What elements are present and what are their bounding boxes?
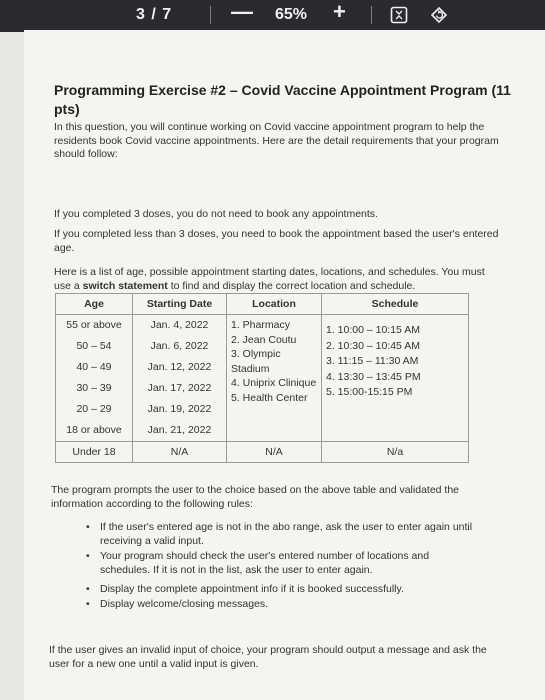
paragraph-doses-complete: If you completed 3 doses, you do not need to book any appointments. xyxy=(54,208,378,220)
header-schedule: Schedule xyxy=(322,294,469,315)
bullet-icon: • xyxy=(86,550,90,562)
rule-display-info: Display the complete appointment info if it is booked successfully. xyxy=(100,583,404,595)
schedule-item: 3. 11:15 – 11:30 AM xyxy=(326,355,419,367)
location-cell-under-18: N/A xyxy=(227,442,322,463)
age-cell: 20 – 29 xyxy=(76,403,112,415)
page-indicator: 3 / 7 xyxy=(136,6,173,23)
validation-intro: The program prompts the user to the choice based on the above table and validated the information according to the following rules: xyxy=(51,484,460,510)
location-item: 4. Uniprix Clinique xyxy=(231,377,317,389)
rule-age-range: If the user's entered age is not in the abo range, ask the user to enter again until receiving a valid input. xyxy=(100,521,473,547)
location-column xyxy=(227,315,322,442)
date-cell: Jan. 17, 2022 xyxy=(147,382,212,394)
bullet-icon: • xyxy=(86,598,90,610)
date-cell: Jan. 4, 2022 xyxy=(150,319,209,331)
intro-paragraph: In this question, you will continue working on Covid vaccine appointment program to help the residents book Covid vaccine appointments. Here are the detail requirements that your program should follow: xyxy=(54,121,499,160)
date-cell: Jan. 21, 2022 xyxy=(147,424,212,436)
header-starting-date: Starting Date xyxy=(133,294,227,315)
zoom-in-button[interactable]: + xyxy=(333,0,346,24)
toolbar-divider xyxy=(371,6,372,24)
closing-paragraph: If the user gives an invalid input of choice, your program should output a message and ask the user for a new one until a valid input is given. xyxy=(49,644,487,670)
zoom-level: 65% xyxy=(275,6,308,23)
age-cell: 50 – 54 xyxy=(76,340,112,352)
age-cell: 18 or above xyxy=(66,424,122,436)
date-cell: Jan. 19, 2022 xyxy=(147,403,212,415)
fit-page-icon[interactable] xyxy=(390,6,408,24)
bullet-icon: • xyxy=(86,583,90,595)
exercise-title: Programming Exercise #2 – Covid Vaccine Appointment Program (11 pts) xyxy=(54,82,511,117)
zoom-out-button[interactable]: — xyxy=(231,0,253,24)
date-column xyxy=(133,315,227,442)
schedule-column xyxy=(322,315,469,442)
schedule-table xyxy=(55,293,469,463)
pdf-toolbar xyxy=(0,0,545,32)
schedule-cell-under-18: N/a xyxy=(322,442,469,463)
rule-location-schedule: Your program should check the user's entered number of locations and schedules. If it is not in the list, ask the user to enter again. xyxy=(100,550,430,576)
rule-messages: Display welcome/closing messages. xyxy=(100,598,269,610)
location-item: 3. Olympic Stadium xyxy=(231,348,281,375)
date-cell-under-18: N/A xyxy=(133,442,227,463)
date-cell: Jan. 6, 2022 xyxy=(150,340,209,352)
schedule-item: 1. 10:00 – 10:15 AM xyxy=(326,324,420,336)
age-cell: 55 or above xyxy=(66,319,122,331)
header-age: Age xyxy=(56,294,133,315)
toolbar-divider xyxy=(210,6,211,24)
paragraph-switch-instruction: Here is a list of age, possible appointment starting dates, locations, and schedules. You must use a switch statement to find and display the correct location and schedule. xyxy=(54,266,485,292)
age-cell-under-18: Under 18 xyxy=(56,442,133,463)
date-cell: Jan. 12, 2022 xyxy=(147,361,212,373)
schedule-item: 4. 13:30 – 13:45 PM xyxy=(326,370,421,383)
location-item: 1. Pharmacy xyxy=(231,319,290,331)
schedule-item: 2. 10:30 – 10:45 AM xyxy=(326,339,420,352)
age-column xyxy=(56,315,133,442)
bullet-icon: • xyxy=(86,521,90,533)
location-item: 2. Jean Coutu xyxy=(231,333,297,346)
schedule-item: 5. 15:00-15:15 PM xyxy=(326,386,413,398)
age-cell: 40 – 49 xyxy=(76,361,112,373)
age-cell: 30 – 39 xyxy=(76,382,112,394)
location-item: 5. Health Center xyxy=(231,391,308,404)
header-location: Location xyxy=(227,294,322,315)
paragraph-doses-incomplete: If you completed less than 3 doses, you need to book the appointment based the user's entered age. xyxy=(54,228,499,254)
rotate-icon[interactable] xyxy=(430,6,448,24)
